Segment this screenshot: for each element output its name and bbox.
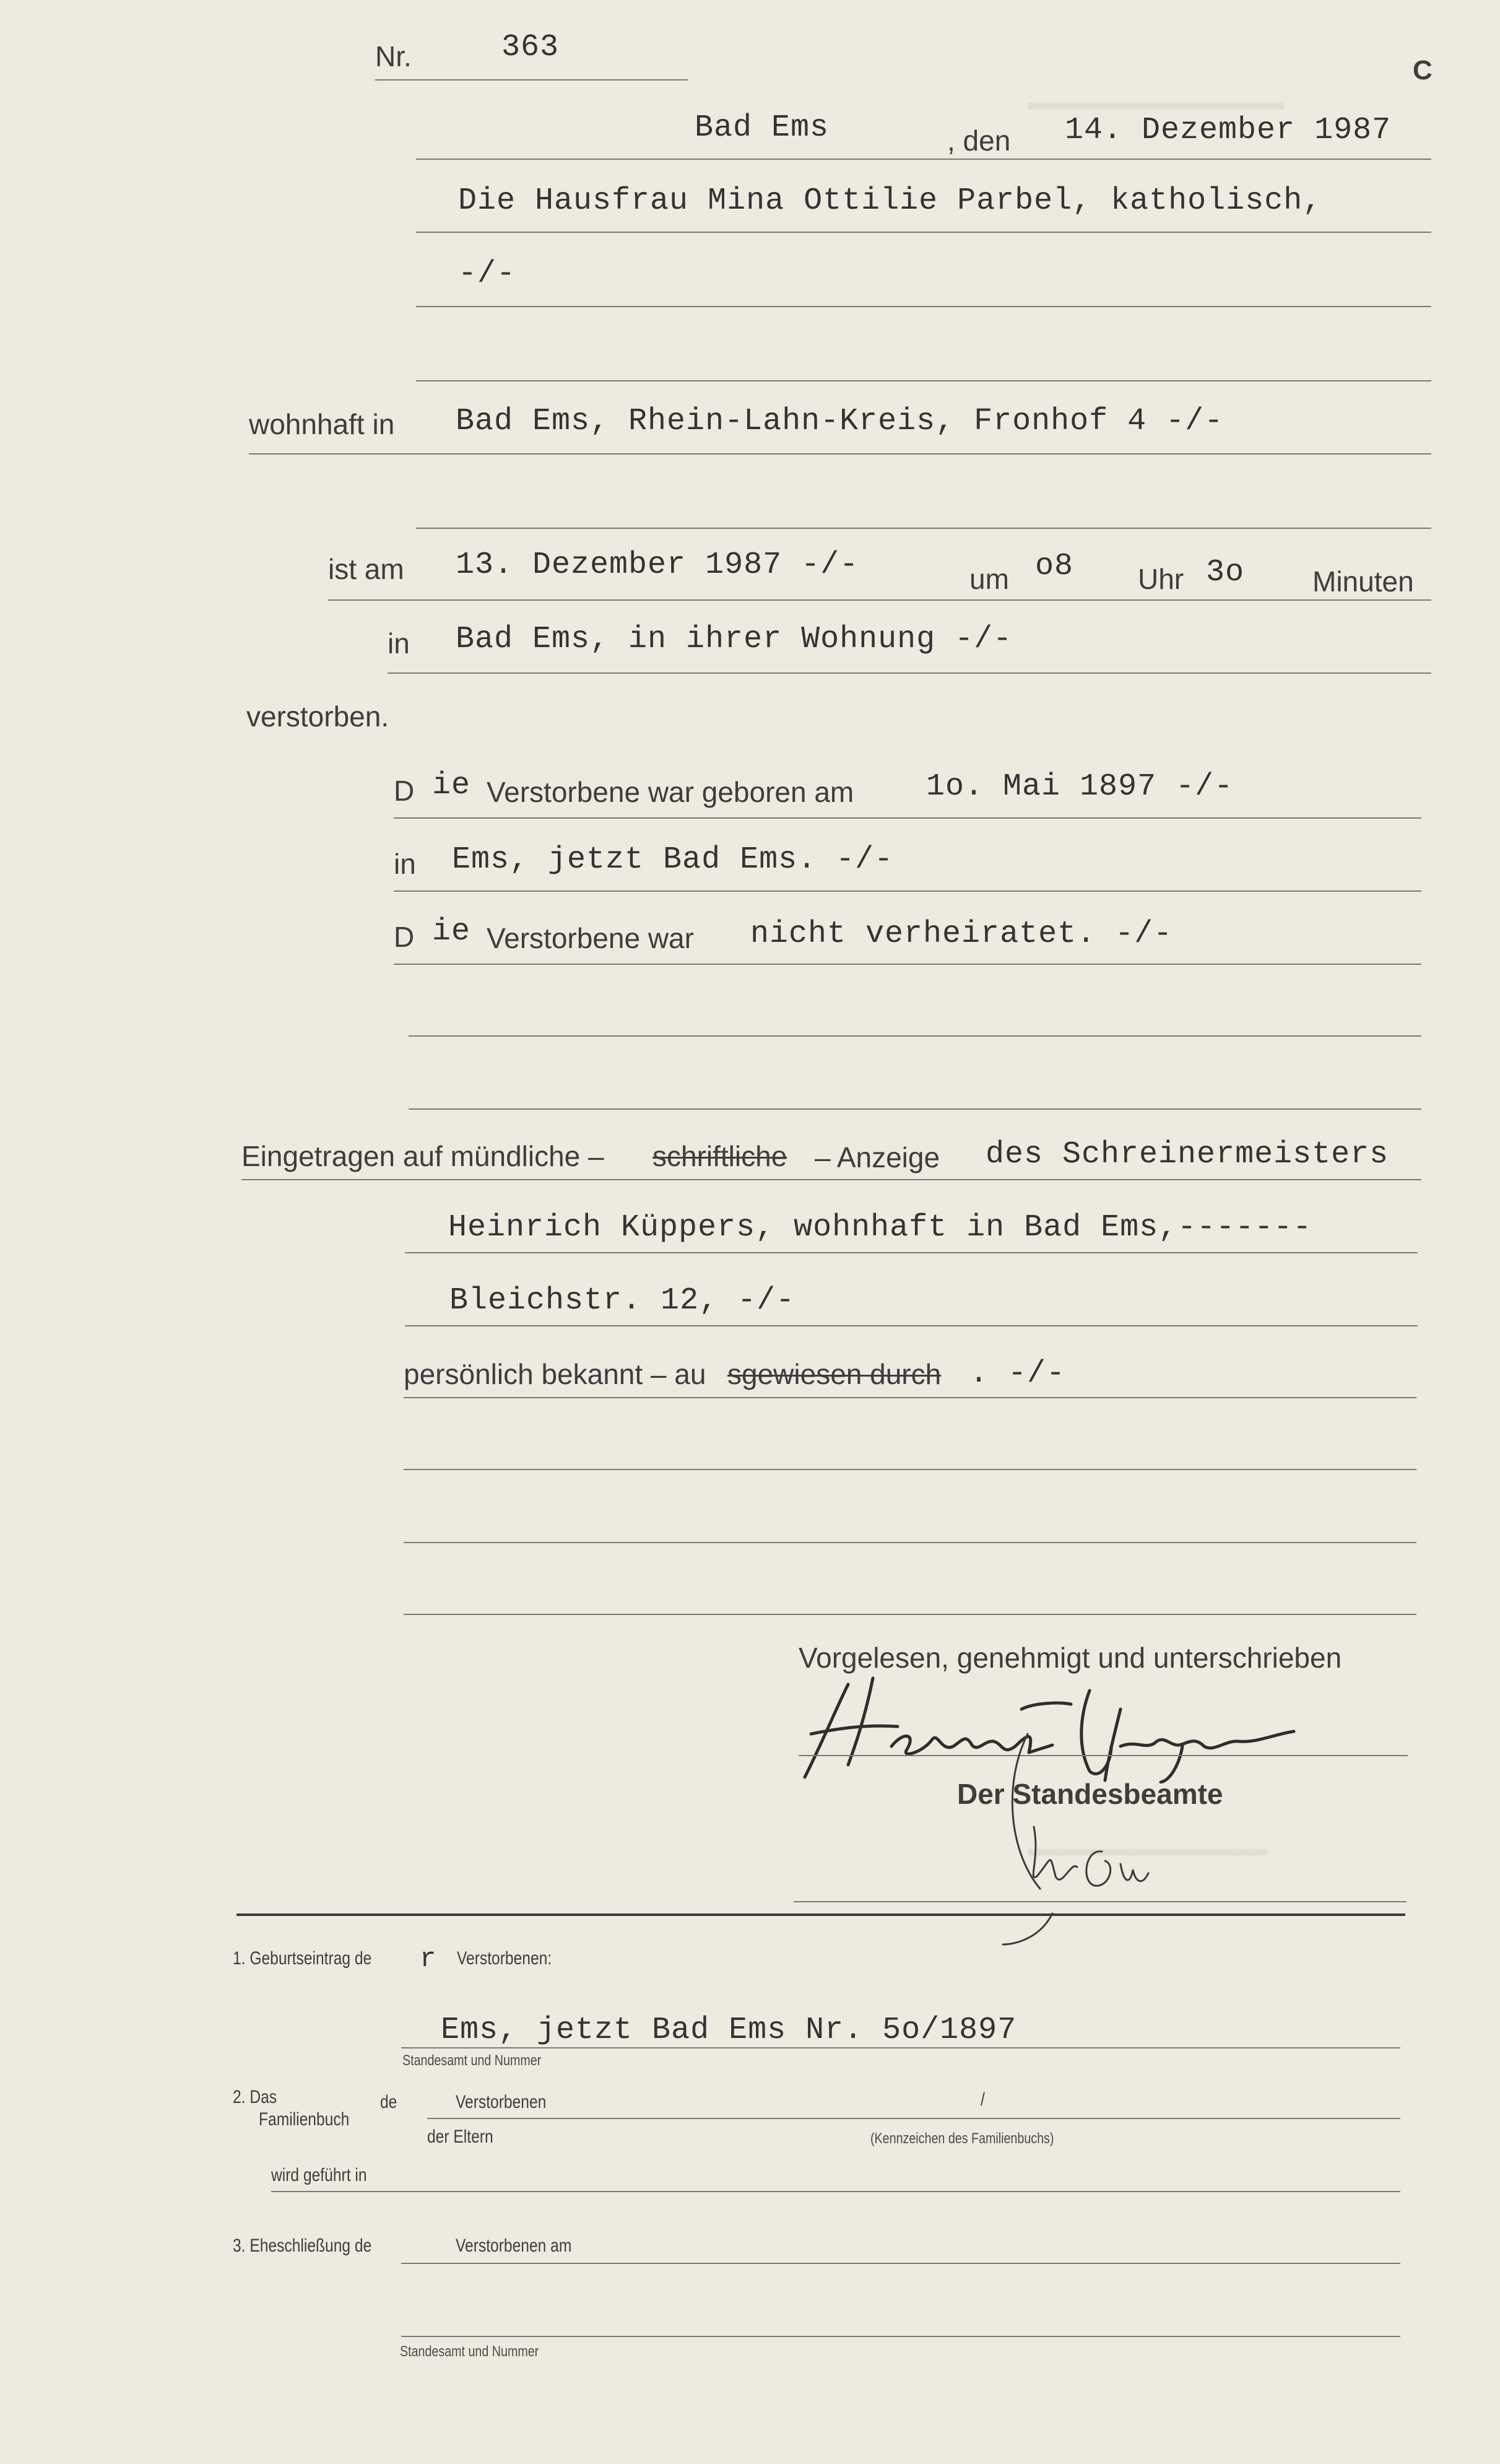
birth-in-label: in (394, 848, 416, 880)
residence-value: Bad Ems, Rhein-Lahn-Kreis, Fronhof 4 -/- (456, 404, 1224, 439)
report-line-6 (404, 1542, 1416, 1543)
standesbeamte-label: Der Standesbeamte (957, 1778, 1223, 1810)
wohnhaft-label: wohnhaft in (249, 408, 395, 440)
den-label: , den (947, 124, 1011, 157)
marital-label: Verstorbene war (487, 922, 694, 954)
date-line (416, 159, 1431, 160)
report-line-4 (404, 1397, 1416, 1398)
vorgelesen-label: Vorgelesen, genehmigt und unterschrieben (799, 1642, 1342, 1674)
death-date-line (328, 599, 1431, 601)
blank-line-1 (409, 1035, 1421, 1037)
ist-am-label: ist am (328, 553, 404, 585)
f2-verstorbenen: Verstorbenen (456, 2092, 547, 2112)
registration-date: 14. Dezember 1987 (1065, 113, 1392, 148)
f2-wird-gefuehrt: wird geführt in (271, 2165, 367, 2185)
f1-verstorbenen: Verstorbenen: (457, 1948, 552, 1969)
f3-line-2 (401, 2336, 1400, 2337)
reporter-line-1: des Schreinermeisters (986, 1137, 1389, 1172)
marital-d-prefix: D (394, 921, 415, 953)
death-place: Bad Ems, in ihrer Wohnung -/- (456, 622, 1013, 657)
person-line-1 (416, 232, 1431, 233)
f2-kennzeichen: (Kennzeichen des Familienbuchs) (870, 2130, 1054, 2147)
ausgewiesen-struck: sgewiesen durch (727, 1358, 942, 1390)
f3-label: 3. Eheschließung de (233, 2235, 372, 2256)
reporter-line-2: Heinrich Küppers, wohnhaft in Bad Ems,------- (448, 1210, 1312, 1245)
death-minutes: 3o (1206, 555, 1245, 590)
reporter-line-3: Bleichstr. 12, -/- (449, 1283, 796, 1318)
deceased-description-2: -/- (458, 256, 516, 292)
f2-das: 2. Das (233, 2087, 277, 2107)
report-line-3 (405, 1325, 1418, 1326)
bekannt-label: persönlich bekannt – au (404, 1358, 706, 1390)
f3-standesamt-nummer: Standesamt und Nummer (400, 2343, 539, 2360)
geboren-label: Verstorbene war geboren am (487, 776, 854, 808)
person-line-2 (416, 306, 1431, 307)
deceased-description: Die Hausfrau Mina Ottilie Parbel, katholisch, (458, 183, 1322, 219)
f1-standesamt-nummer: Standesamt und Nummer (402, 2052, 542, 2069)
birth-d-prefix: D (394, 775, 415, 807)
f1-label: 1. Geburtseintrag de (233, 1948, 372, 1969)
f1-r: r (420, 1944, 437, 1975)
birth-date-line (394, 817, 1421, 819)
footer-divider (236, 1913, 1405, 1916)
f2-line (427, 2118, 1400, 2119)
register-page: ▬▬▬▬▬▬▬▬▬▬▬▬▬▬▬ ▬▬▬▬▬▬▬▬▬▬▬▬▬▬ Nr. 363 C Bad Ems , den 14. Dezember 1987 Die Hausfrau Mina Ottilie Parbel, katholisch, -/- wohnhaft in Bad Ems, Rhein-Lahn-Kreis, Fronhof 4 -/- ist am 13. Dezember 1987 -/- um o8 Uhr 3o Minuten in Bad Ems, in ihrer Wohnung -/- verstorben. D ie Verstorbene war geboren am 1o. Mai 1897 -/- in Ems, jetzt Bad Ems. -/- D ie Verstorbene war nicht verheiratet. -/- Eingetragen auf mündliche – schriftliche – Anzeige des Schreinermeisters Heinrich Küppers, wohnhaft in Bad Ems,------- Bleichstr. 12, -/- persönlich bekannt – au sgewiesen durch . -/- Vorgelesen, genehmigt und unterschrieben Der Standesbeamte 1. Geburtseintrag de r Verstorbenen: Ems, jetzt Bad Ems Nr. 5o/1897 Standesamt und Nummer 2. Das Familienbuch de Verstorbenen / der Eltern (Kennzeichen des Familienbuchs) wird geführt in 3. Eheschließung de Verstorbenen am Standesamt und Nummer (233, 30, 1433, 2360)
death-place-line (388, 673, 1431, 674)
birth-ie-suffix: ie (432, 768, 471, 803)
residence-line (249, 453, 1431, 455)
schriftliche-struck: schriftliche (652, 1140, 787, 1172)
signature-line-registrar (794, 1901, 1407, 1902)
birth-place-line (394, 890, 1421, 892)
f1-line (401, 2047, 1400, 2048)
report-line-1 (241, 1179, 1421, 1180)
f2-line-2 (271, 2191, 1400, 2192)
eingetragen-label: Eingetragen auf mündliche – (241, 1140, 604, 1172)
um-label: um (969, 563, 1009, 595)
f2-der-eltern: der Eltern (427, 2127, 493, 2147)
f2-de: de (380, 2092, 397, 2112)
bekannt-tail: . -/- (969, 1356, 1066, 1391)
place-of-registration: Bad Ems (695, 110, 830, 146)
marital-ie-suffix: ie (432, 914, 471, 949)
marital-status: nicht verheiratet. -/- (750, 916, 1173, 952)
anzeige-label: – Anzeige (815, 1141, 940, 1173)
f3-verstorbenen-am: Verstorbenen am (456, 2235, 572, 2256)
nr-value: 363 (501, 30, 560, 65)
minuten-label: Minuten (1312, 565, 1414, 598)
death-in-label: in (388, 627, 410, 660)
f1-value: Ems, jetzt Bad Ems Nr. 5o/1897 (441, 2013, 1017, 2048)
report-line-7 (404, 1614, 1416, 1615)
report-line-5 (404, 1469, 1416, 1470)
residence-line-2 (416, 528, 1431, 529)
f3-line (401, 2263, 1400, 2264)
birth-place: Ems, jetzt Bad Ems. -/- (452, 842, 894, 877)
registrar-signature (978, 1728, 1226, 1951)
uhr-label: Uhr (1138, 563, 1184, 595)
report-line-2 (405, 1252, 1418, 1253)
corner-letter: C (1413, 55, 1433, 85)
f2-familienbuch: Familienbuch (259, 2109, 350, 2130)
nr-label: Nr. (375, 40, 412, 72)
person-line-3 (416, 380, 1431, 381)
death-date: 13. Dezember 1987 -/- (456, 547, 859, 583)
blank-line-2 (409, 1108, 1421, 1110)
death-hour: o8 (1035, 549, 1074, 584)
nr-line (375, 79, 688, 81)
marital-line (394, 964, 1421, 965)
f2-slash: / (981, 2089, 985, 2110)
birth-date: 1o. Mai 1897 -/- (926, 769, 1234, 804)
verstorben-label: verstorben. (246, 700, 389, 733)
